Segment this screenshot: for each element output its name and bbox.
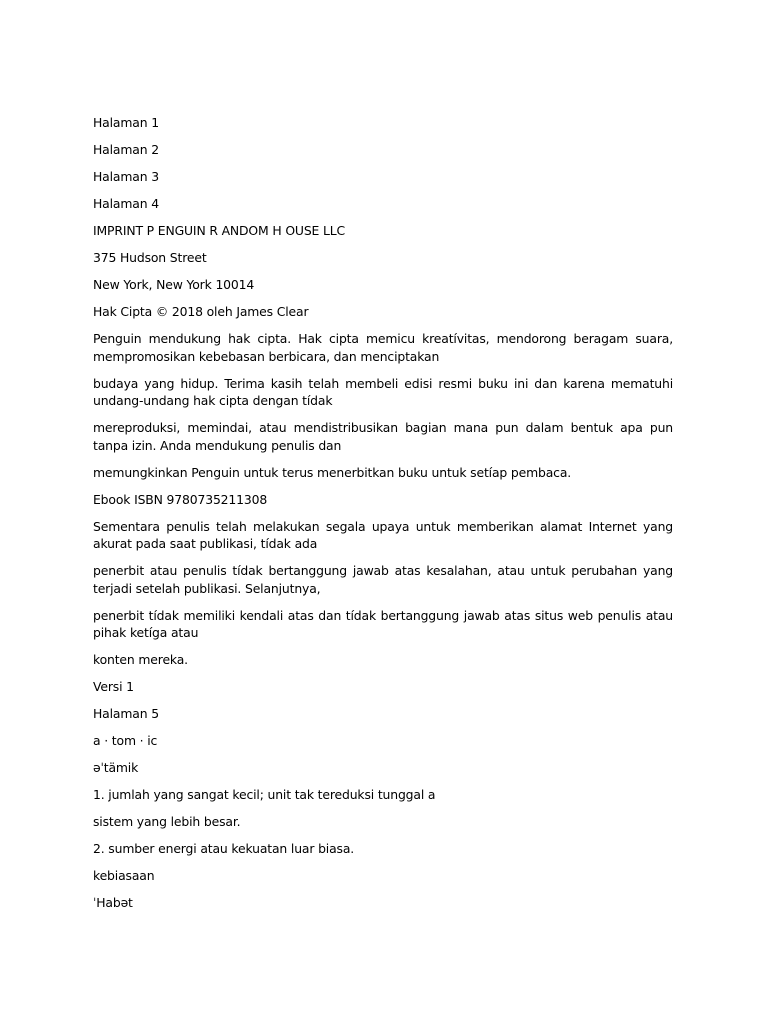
copyright-paragraph-4: memungkinkan Penguin untuk terus menerbitkan buku untuk setíap pembaca. — [93, 464, 572, 480]
page-label-1: Halaman 1 — [93, 115, 159, 130]
definition-2: 2. sumber energi atau kekuatan luar biasa. — [93, 841, 355, 856]
copyright-paragraph-2: budaya yang hidup. Terima kasih telah membeli edisi resmi buku ini dan karena mematuhi undang-undang hak cipta dengan tídak — [93, 375, 673, 408]
disclaimer-paragraph-4: konten mereka. — [93, 652, 188, 667]
page-label-3: Halaman 3 — [93, 169, 159, 184]
disclaimer-paragraph-2: penerbit atau penulis tídak bertanggung jawab atas kesalahan, atau untuk perubahan yang terjadi setelah publikasi. Selanjutnya, — [93, 563, 673, 596]
version-label: Versi 1 — [93, 679, 134, 694]
publisher-street: 375 Hudson Street — [93, 250, 207, 265]
dictionary-headword-2: kebiasaan — [93, 868, 155, 883]
disclaimer-paragraph-3: penerbit tídak memiliki kendali atas dan tídak bertanggung jawab atas situs web penulis atau pihak ketíga atau — [93, 607, 673, 640]
copyright-paragraph-3: mereproduksi, memindai, atau mendistribusikan bagian mana pun dalam bentuk apa pun tanpa izin. Anda mendukung penulis dan — [93, 420, 673, 453]
publisher-city: New York, New York 10014 — [93, 277, 255, 292]
ebook-isbn: Ebook ISBN 9780735211308 — [93, 491, 268, 507]
disclaimer-paragraph-1: Sementara penulis telah melakukan segala upaya untuk memberikan alamat Internet yang akurat pada saat publikasi, tídak ada — [93, 518, 673, 551]
document-page — [93, 114, 673, 921]
dictionary-pronunciation: əˈtämik — [93, 760, 139, 775]
copyright-paragraph-1: Penguin mendukung hak cipta. Hak cipta memicu kreatívitas, mendorong beragam suara, mempromosikan kebebasan berbicara, dan menciptakan — [93, 331, 673, 364]
dictionary-pronunciation-2: ˈHabət — [93, 895, 133, 910]
page-label-4: Halaman 4 — [93, 196, 159, 211]
page-label-5: Halaman 5 — [93, 706, 159, 721]
definition-1-continued: sistem yang lebih besar. — [93, 814, 241, 829]
publisher-imprint: IMPRINT P ENGUIN R ANDOM H OUSE LLC — [93, 223, 346, 238]
page-label-2: Halaman 2 — [93, 142, 159, 157]
dictionary-headword: a · tom · ic — [93, 733, 158, 748]
copyright-line: Hak Cipta © 2018 oleh James Clear — [93, 304, 309, 319]
definition-1: 1. jumlah yang sangat kecil; unit tak tereduksi tunggal a — [93, 787, 436, 802]
